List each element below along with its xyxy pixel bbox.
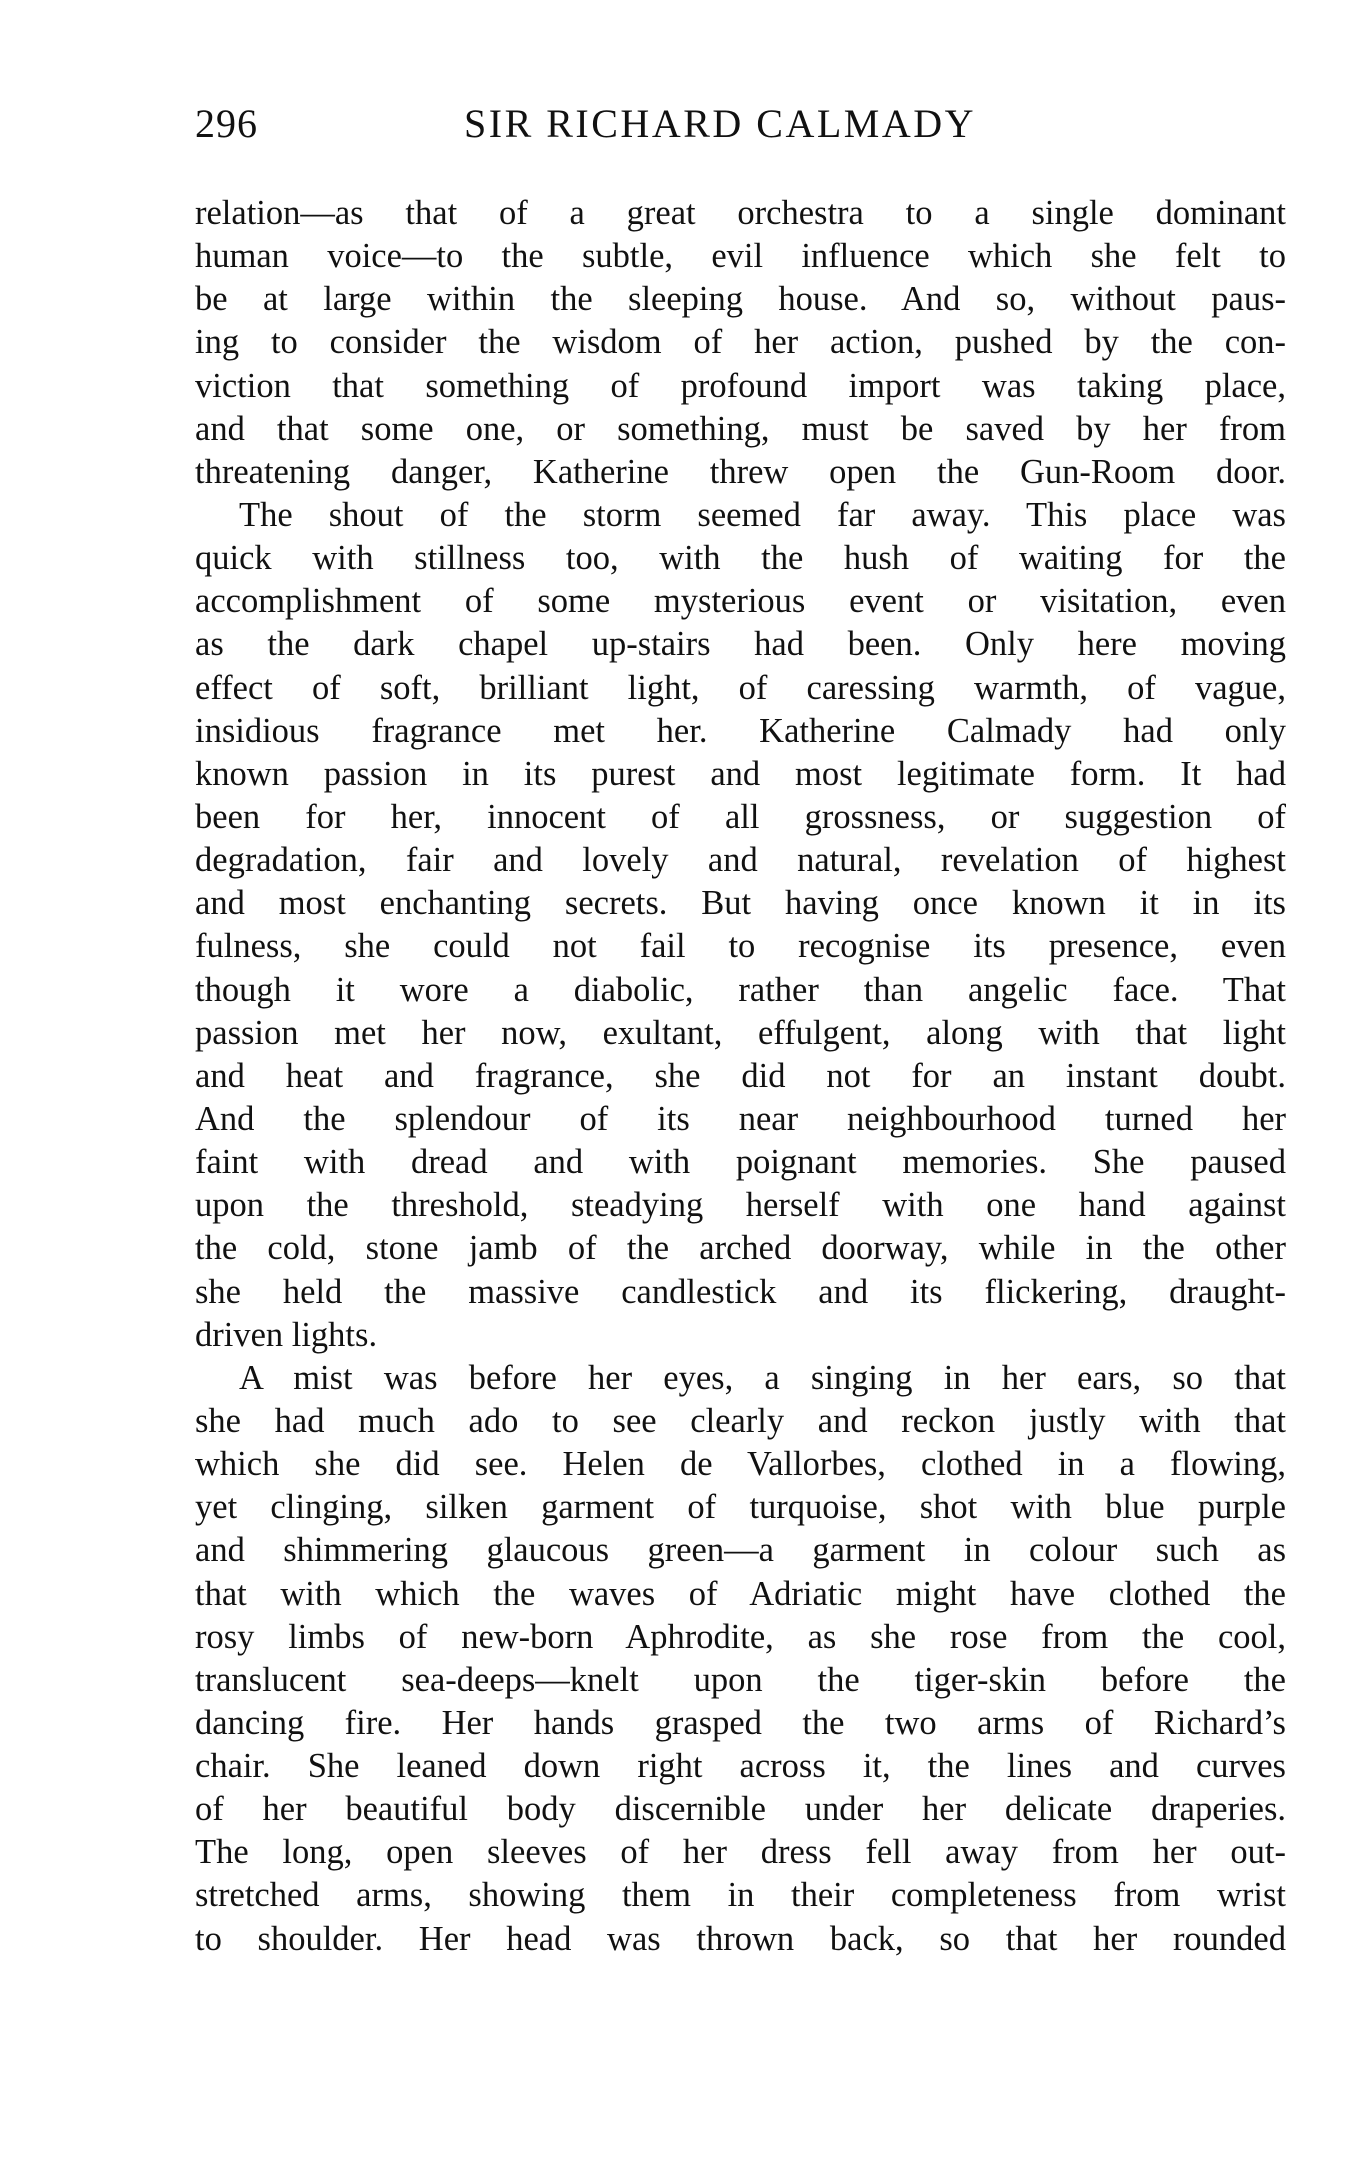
text-line: faint with dread and with poignant memories. She paused (195, 1143, 1286, 1182)
text-line: dancing fire. Her hands grasped the two arms of Richard’s (195, 1703, 1286, 1742)
text-line: and most enchanting secrets. But having once known it in its (195, 884, 1286, 923)
running-title: SIR RICHARD CALMADY (464, 101, 976, 146)
text-line: and shimmering glaucous green—a garment in colour such as (195, 1531, 1286, 1570)
text-line: And the splendour of its near neighbourhood turned her (195, 1099, 1286, 1138)
text-line: as the dark chapel up-stairs had been. Only here moving (195, 625, 1286, 664)
page-number: 296 (195, 101, 258, 146)
text-line: she held the massive candlestick and its flickering, draught- (195, 1272, 1286, 1311)
text-line: stretched arms, showing them in their completeness from wrist (195, 1876, 1286, 1915)
text-line: been for her, innocent of all grossness, or suggestion of (195, 797, 1286, 836)
text-line: known passion in its purest and most legitimate form. It had (195, 754, 1286, 793)
paragraph (195, 192, 1286, 494)
text-line: though it wore a diabolic, rather than angelic face. That (195, 970, 1286, 1009)
text-line: degradation, fair and lovely and natural, revelation of highest (195, 841, 1286, 880)
text-line: threatening danger, Katherine threw open the Gun-Room door. (195, 452, 1286, 491)
text-line: upon the threshold, steadying herself with one hand against (195, 1186, 1286, 1225)
text-line: the cold, stone jamb of the arched doorway, while in the other (195, 1229, 1286, 1268)
paragraph (195, 494, 1286, 1357)
text-line: which she did see. Helen de Vallorbes, clothed in a flowing, (195, 1445, 1286, 1484)
text-line: chair. She leaned down right across it, the lines and curves (195, 1747, 1286, 1786)
text-line: insidious fragrance met her. Katherine Calmady had only (195, 711, 1286, 750)
text-line: The shout of the storm seemed far away. This place was (239, 495, 1286, 534)
text-line: human voice—to the subtle, evil influence which she felt to (195, 237, 1286, 276)
paragraph (195, 1357, 1286, 1961)
text-line: and heat and fragrance, she did not for an instant doubt. (195, 1056, 1286, 1095)
text-line: that with which the waves of Adriatic might have clothed the (195, 1574, 1286, 1613)
text-line: effect of soft, brilliant light, of caressing warmth, of vague, (195, 668, 1286, 707)
text-line: and that some one, or something, must be saved by her from (195, 409, 1286, 448)
text-line: she had much ado to see clearly and reckon justly with that (195, 1401, 1286, 1440)
text-line: translucent sea-deeps—knelt upon the tiger-skin before the (195, 1660, 1286, 1699)
text-line: viction that something of profound import was taking place, (195, 366, 1286, 405)
text-line: A mist was before her eyes, a singing in her ears, so that (239, 1358, 1286, 1397)
text-line: relation—as that of a great orchestra to a single dominant (195, 194, 1286, 232)
text-line: be at large within the sleeping house. And so, without paus- (195, 280, 1286, 319)
text-line: of her beautiful body discernible under her delicate draperies. (195, 1790, 1286, 1829)
running-header (195, 100, 1286, 150)
text-line: ing to consider the wisdom of her action, pushed by the con- (195, 323, 1286, 362)
text-line: accomplishment of some mysterious event or visitation, even (195, 582, 1286, 621)
text-line: rosy limbs of new-born Aphrodite, as she rose from the cool, (195, 1617, 1286, 1656)
text-line: quick with stillness too, with the hush of waiting for the (195, 539, 1286, 578)
text-line: to shoulder. Her head was thrown back, so that her rounded (195, 1919, 1286, 1958)
text-line: fulness, she could not fail to recognise its presence, even (195, 927, 1286, 966)
body-text (195, 192, 1286, 1961)
text-line: The long, open sleeves of her dress fell away from her out- (195, 1833, 1286, 1872)
text-line: yet clinging, silken garment of turquoise, shot with blue purple (195, 1488, 1286, 1527)
text-line: passion met her now, exultant, effulgent, along with that light (195, 1013, 1286, 1052)
text-line: driven lights. (195, 1315, 378, 1354)
